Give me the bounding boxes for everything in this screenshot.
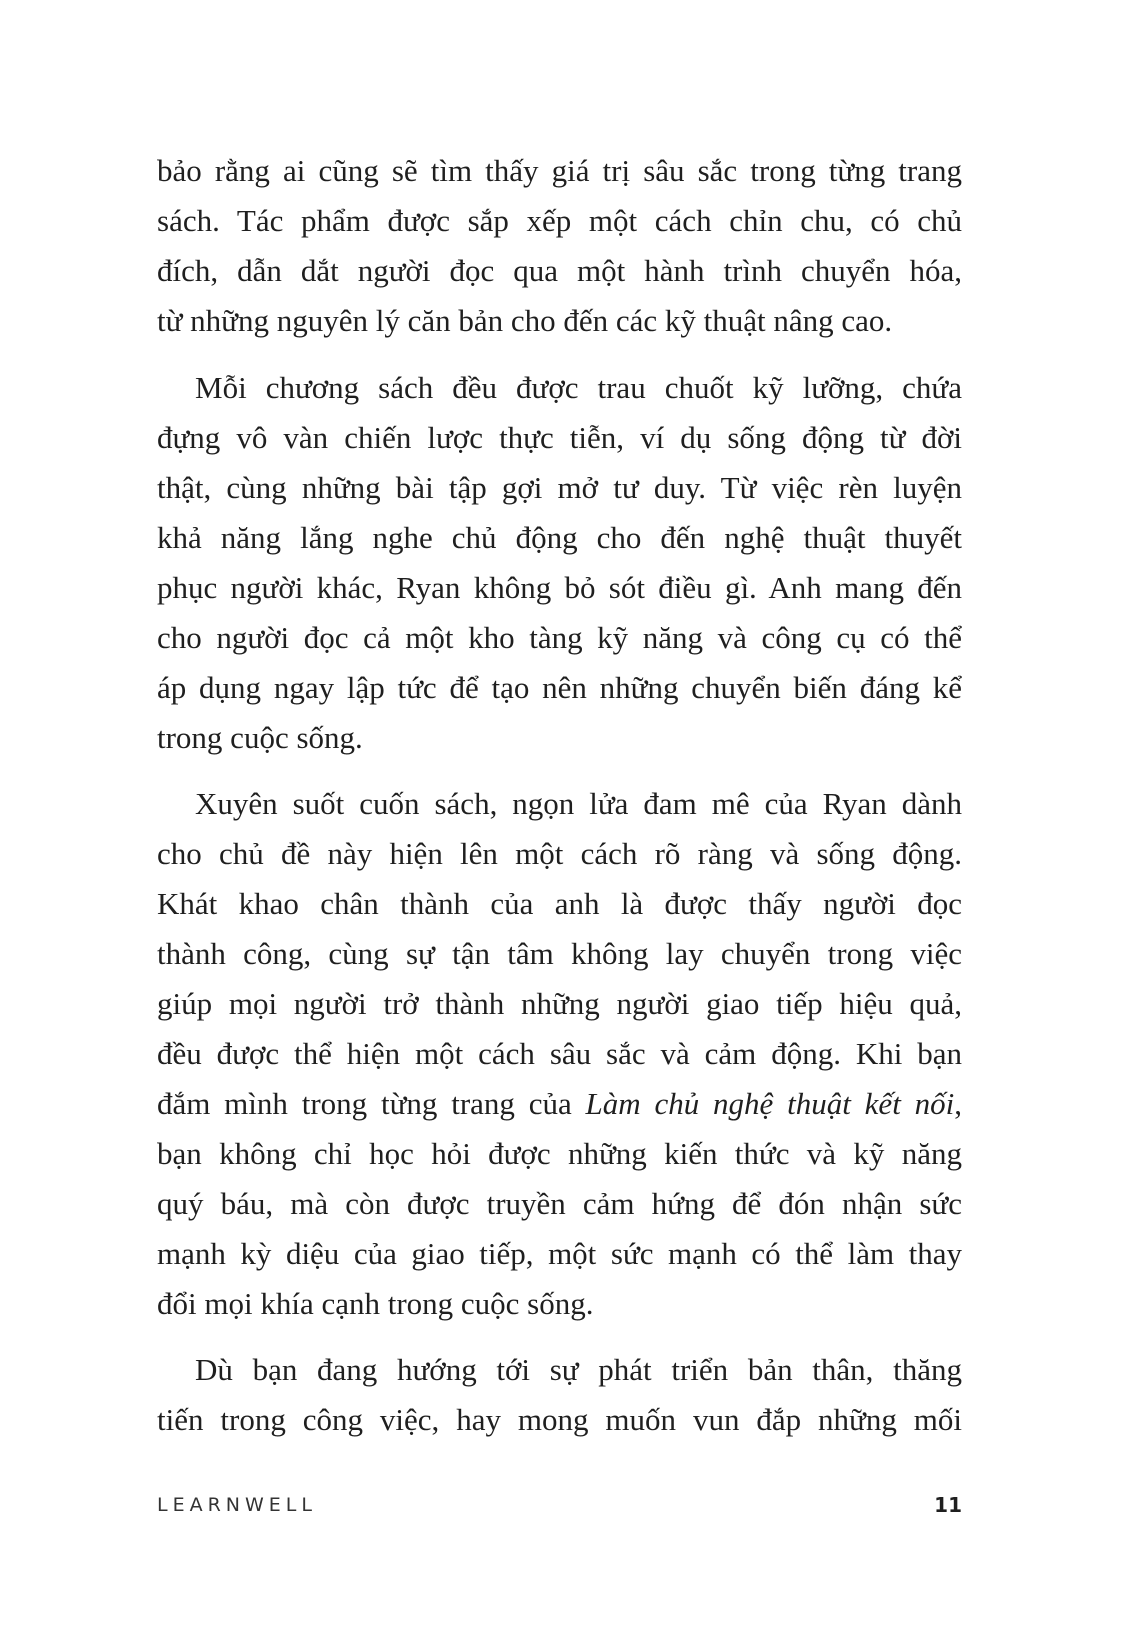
text-line: cho chủ đề này hiện lên một cách rõ ràng và sống động. — [157, 836, 962, 871]
page-number: 11 — [934, 1493, 962, 1517]
book-title-italic: Làm chủ nghệ thuật kết nối — [585, 1086, 955, 1121]
paragraph-2 — [157, 363, 962, 763]
text-after-title: , — [954, 1086, 962, 1121]
text-line: đựng vô vàn chiến lược thực tiễn, ví dụ sống động từ đời — [157, 420, 962, 455]
text-line: phục người khác, Ryan không bỏ sót điều gì. Anh mang đến — [157, 570, 962, 605]
text-line: đổi mọi khía cạnh trong cuộc sống. — [157, 1286, 594, 1321]
text-before-title: đắm mình trong từng trang của — [157, 1086, 586, 1121]
page-footer — [157, 1494, 962, 1524]
text-line: tiến trong công việc, hay mong muốn vun đắp những mối — [157, 1402, 962, 1437]
body-text — [157, 146, 962, 1461]
text-line: từ những nguyên lý căn bản cho đến các kỹ thuật nâng cao. — [157, 303, 893, 338]
paragraph-1 — [157, 146, 962, 346]
text-line: đích, dẫn dắt người đọc qua một hành trình chuyển hóa, — [157, 253, 962, 288]
paragraph-4 — [157, 1345, 962, 1445]
text-line: khả năng lắng nghe chủ động cho đến nghệ thuật thuyết — [157, 520, 962, 555]
text-line: quý báu, mà còn được truyền cảm hứng để đón nhận sức — [157, 1186, 962, 1221]
text-line: bạn không chỉ học hỏi được những kiến thức và kỹ năng — [157, 1136, 962, 1171]
text-line: Xuyên suốt cuốn sách, ngọn lửa đam mê của Ryan dành — [195, 786, 962, 821]
text-line: thành công, cùng sự tận tâm không lay chuyển trong việc — [157, 936, 962, 971]
text-line: thật, cùng những bài tập gợi mở tư duy. Từ việc rèn luyện — [157, 470, 962, 505]
text-line: Khát khao chân thành của anh là được thấy người đọc — [157, 886, 962, 921]
text-line: trong cuộc sống. — [157, 720, 363, 755]
text-line-with-book-title — [157, 1079, 962, 1129]
publisher-name: LEARNWELL — [157, 1494, 317, 1516]
paragraph-3 — [157, 779, 962, 1329]
text-line: mạnh kỳ diệu của giao tiếp, một sức mạnh có thể làm thay — [157, 1236, 962, 1271]
text-line: Dù bạn đang hướng tới sự phát triển bản thân, thăng — [195, 1352, 962, 1387]
text-line: sách. Tác phẩm được sắp xếp một cách chỉn chu, có chủ — [157, 203, 962, 238]
text-line: giúp mọi người trở thành những người giao tiếp hiệu quả, — [157, 986, 962, 1021]
text-line: Mỗi chương sách đều được trau chuốt kỹ lưỡng, chứa — [195, 370, 962, 405]
text-line: cho người đọc cả một kho tàng kỹ năng và công cụ có thể — [157, 620, 962, 655]
text-line: đều được thể hiện một cách sâu sắc và cảm động. Khi bạn — [157, 1036, 962, 1071]
text-line: áp dụng ngay lập tức để tạo nên những chuyển biến đáng kể — [157, 670, 962, 705]
text-line: bảo rằng ai cũng sẽ tìm thấy giá trị sâu sắc trong từng trang — [157, 153, 962, 188]
